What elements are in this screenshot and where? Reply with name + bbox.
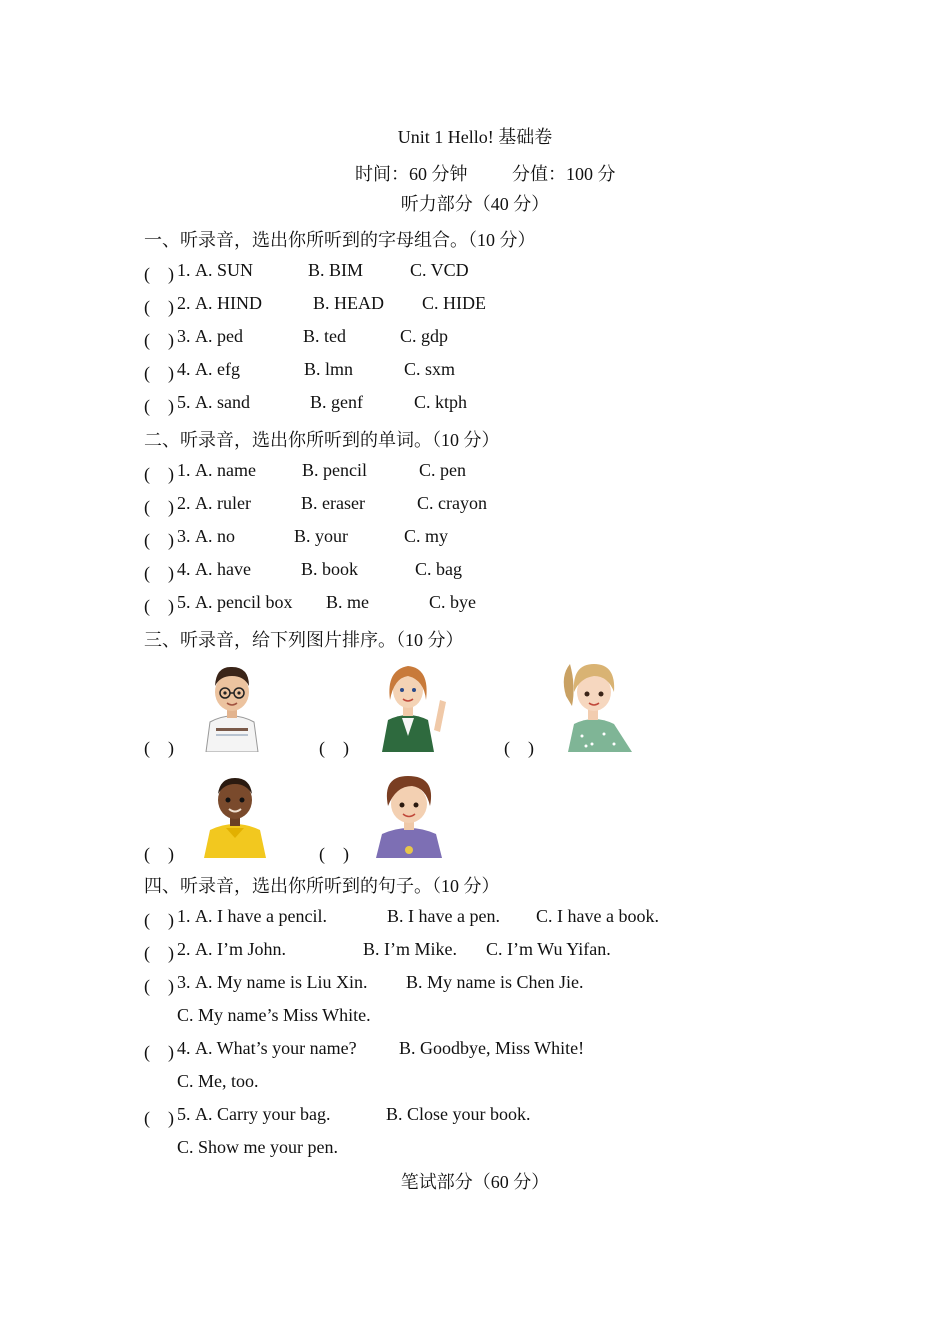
answer-blank[interactable]: ( ) bbox=[144, 464, 174, 484]
option-a: A. sand bbox=[195, 392, 250, 412]
option-b: B. your bbox=[294, 526, 348, 546]
answer-blank[interactable]: ( ) bbox=[144, 396, 174, 416]
answer-blank[interactable]: ( ) bbox=[319, 844, 349, 864]
answer-blank[interactable]: ( ) bbox=[144, 363, 174, 383]
option-a: A. ped bbox=[195, 326, 243, 346]
option-a: A. ruler bbox=[195, 493, 251, 513]
question-number: 4. bbox=[177, 359, 191, 379]
option-b: B. pencil bbox=[302, 460, 367, 480]
boy-in-purple-image bbox=[374, 772, 444, 858]
option-a: A. HIND bbox=[195, 293, 262, 313]
answer-blank[interactable]: ( ) bbox=[144, 943, 174, 963]
answer-blank[interactable]: ( ) bbox=[319, 738, 349, 758]
question-number: 5. bbox=[177, 1104, 191, 1124]
option-c: C. gdp bbox=[400, 326, 449, 346]
option-c: C. bag bbox=[415, 559, 462, 579]
option-c: C. Show me your pen. bbox=[177, 1137, 338, 1157]
answer-blank[interactable]: ( ) bbox=[144, 1042, 174, 1062]
question-number: 5. bbox=[177, 392, 191, 412]
answer-blank[interactable]: ( ) bbox=[144, 844, 174, 864]
question-number: 2. bbox=[177, 293, 191, 313]
section2-heading: 二、听录音，选出你所听到的单词。（10 分） bbox=[144, 430, 500, 450]
question-number: 2. bbox=[177, 939, 191, 959]
option-a: A. efg bbox=[195, 359, 240, 379]
page-title: Unit 1 Hello! 基础卷 bbox=[397, 127, 553, 147]
option-b: B. Close your book. bbox=[386, 1104, 531, 1124]
answer-blank[interactable]: ( ) bbox=[144, 1108, 174, 1128]
question-number: 1. bbox=[177, 260, 191, 280]
option-c: C. crayon bbox=[417, 493, 487, 513]
question-number: 1. bbox=[177, 460, 191, 480]
answer-blank[interactable]: ( ) bbox=[144, 264, 174, 284]
option-a: A. I have a pencil. bbox=[195, 906, 327, 926]
answer-blank[interactable]: ( ) bbox=[144, 330, 174, 350]
section4-heading: 四、听录音，选出你所听到的句子。（10 分） bbox=[144, 876, 500, 896]
answer-blank[interactable]: ( ) bbox=[144, 976, 174, 996]
option-a: A. I’m John. bbox=[195, 939, 286, 959]
answer-blank[interactable]: ( ) bbox=[144, 910, 174, 930]
answer-blank[interactable]: ( ) bbox=[504, 738, 534, 758]
option-b: B. My name is Chen Jie. bbox=[406, 972, 584, 992]
option-c: C. I’m Wu Yifan. bbox=[486, 939, 611, 959]
answer-blank[interactable]: ( ) bbox=[144, 297, 174, 317]
option-a: A. pencil box bbox=[195, 592, 293, 612]
boy-in-yellow-image bbox=[202, 772, 268, 858]
question-number: 3. bbox=[177, 972, 191, 992]
girl-with-ponytail-image bbox=[558, 656, 634, 752]
section1-heading: 一、听录音，选出你所听到的字母组合。（10 分） bbox=[144, 230, 536, 250]
written-part-title: 笔试部分（60 分） bbox=[400, 1172, 550, 1192]
question-number: 3. bbox=[177, 526, 191, 546]
question-number: 3. bbox=[177, 326, 191, 346]
answer-blank[interactable]: ( ) bbox=[144, 497, 174, 517]
boy-with-glasses-image bbox=[202, 662, 262, 752]
option-c: C. Me, too. bbox=[177, 1071, 259, 1091]
option-c: C. my bbox=[404, 526, 449, 546]
answer-blank[interactable]: ( ) bbox=[144, 738, 174, 758]
option-b: B. ted bbox=[303, 326, 346, 346]
option-c: C. ktph bbox=[414, 392, 468, 412]
option-b: B. Goodbye, Miss White! bbox=[399, 1038, 585, 1058]
answer-blank[interactable]: ( ) bbox=[144, 596, 174, 616]
option-b: B. genf bbox=[310, 392, 363, 412]
option-c: C. pen bbox=[419, 460, 466, 480]
answer-blank[interactable]: ( ) bbox=[144, 563, 174, 583]
option-c: C. VCD bbox=[410, 260, 469, 280]
option-b: B. lmn bbox=[304, 359, 354, 379]
option-c: C. bye bbox=[429, 592, 476, 612]
question-number: 4. bbox=[177, 559, 191, 579]
option-a: A. have bbox=[195, 559, 251, 579]
score-info: 分值：100 分 bbox=[512, 164, 616, 184]
option-b: B. book bbox=[301, 559, 359, 579]
question-number: 4. bbox=[177, 1038, 191, 1058]
option-c: C. sxm bbox=[404, 359, 456, 379]
listening-part-title: 听力部分（40 分） bbox=[400, 194, 550, 214]
question-number: 1. bbox=[177, 906, 191, 926]
option-b: B. HEAD bbox=[313, 293, 384, 313]
question-number: 2. bbox=[177, 493, 191, 513]
teacher-miss-white-image bbox=[378, 660, 450, 752]
option-c: C. HIDE bbox=[422, 293, 486, 313]
option-a: A. What’s your name? bbox=[195, 1038, 357, 1058]
option-b: B. BIM bbox=[308, 260, 364, 280]
option-b: B. eraser bbox=[301, 493, 365, 513]
section3-heading: 三、听录音，给下列图片排序。（10 分） bbox=[144, 630, 464, 650]
answer-blank[interactable]: ( ) bbox=[144, 530, 174, 550]
option-a: A. SUN bbox=[195, 260, 254, 280]
option-a: A. name bbox=[195, 460, 256, 480]
time-info: 时间：60 分钟 bbox=[355, 164, 468, 184]
option-c: C. My name’s Miss White. bbox=[177, 1005, 371, 1025]
option-a: A. no bbox=[195, 526, 235, 546]
option-c: C. I have a book. bbox=[536, 906, 659, 926]
option-b: B. I’m Mike. bbox=[363, 939, 457, 959]
option-a: A. Carry your bag. bbox=[195, 1104, 331, 1124]
option-b: B. I have a pen. bbox=[387, 906, 500, 926]
option-b: B. me bbox=[326, 592, 369, 612]
option-a: A. My name is Liu Xin. bbox=[195, 972, 368, 992]
question-number: 5. bbox=[177, 592, 191, 612]
